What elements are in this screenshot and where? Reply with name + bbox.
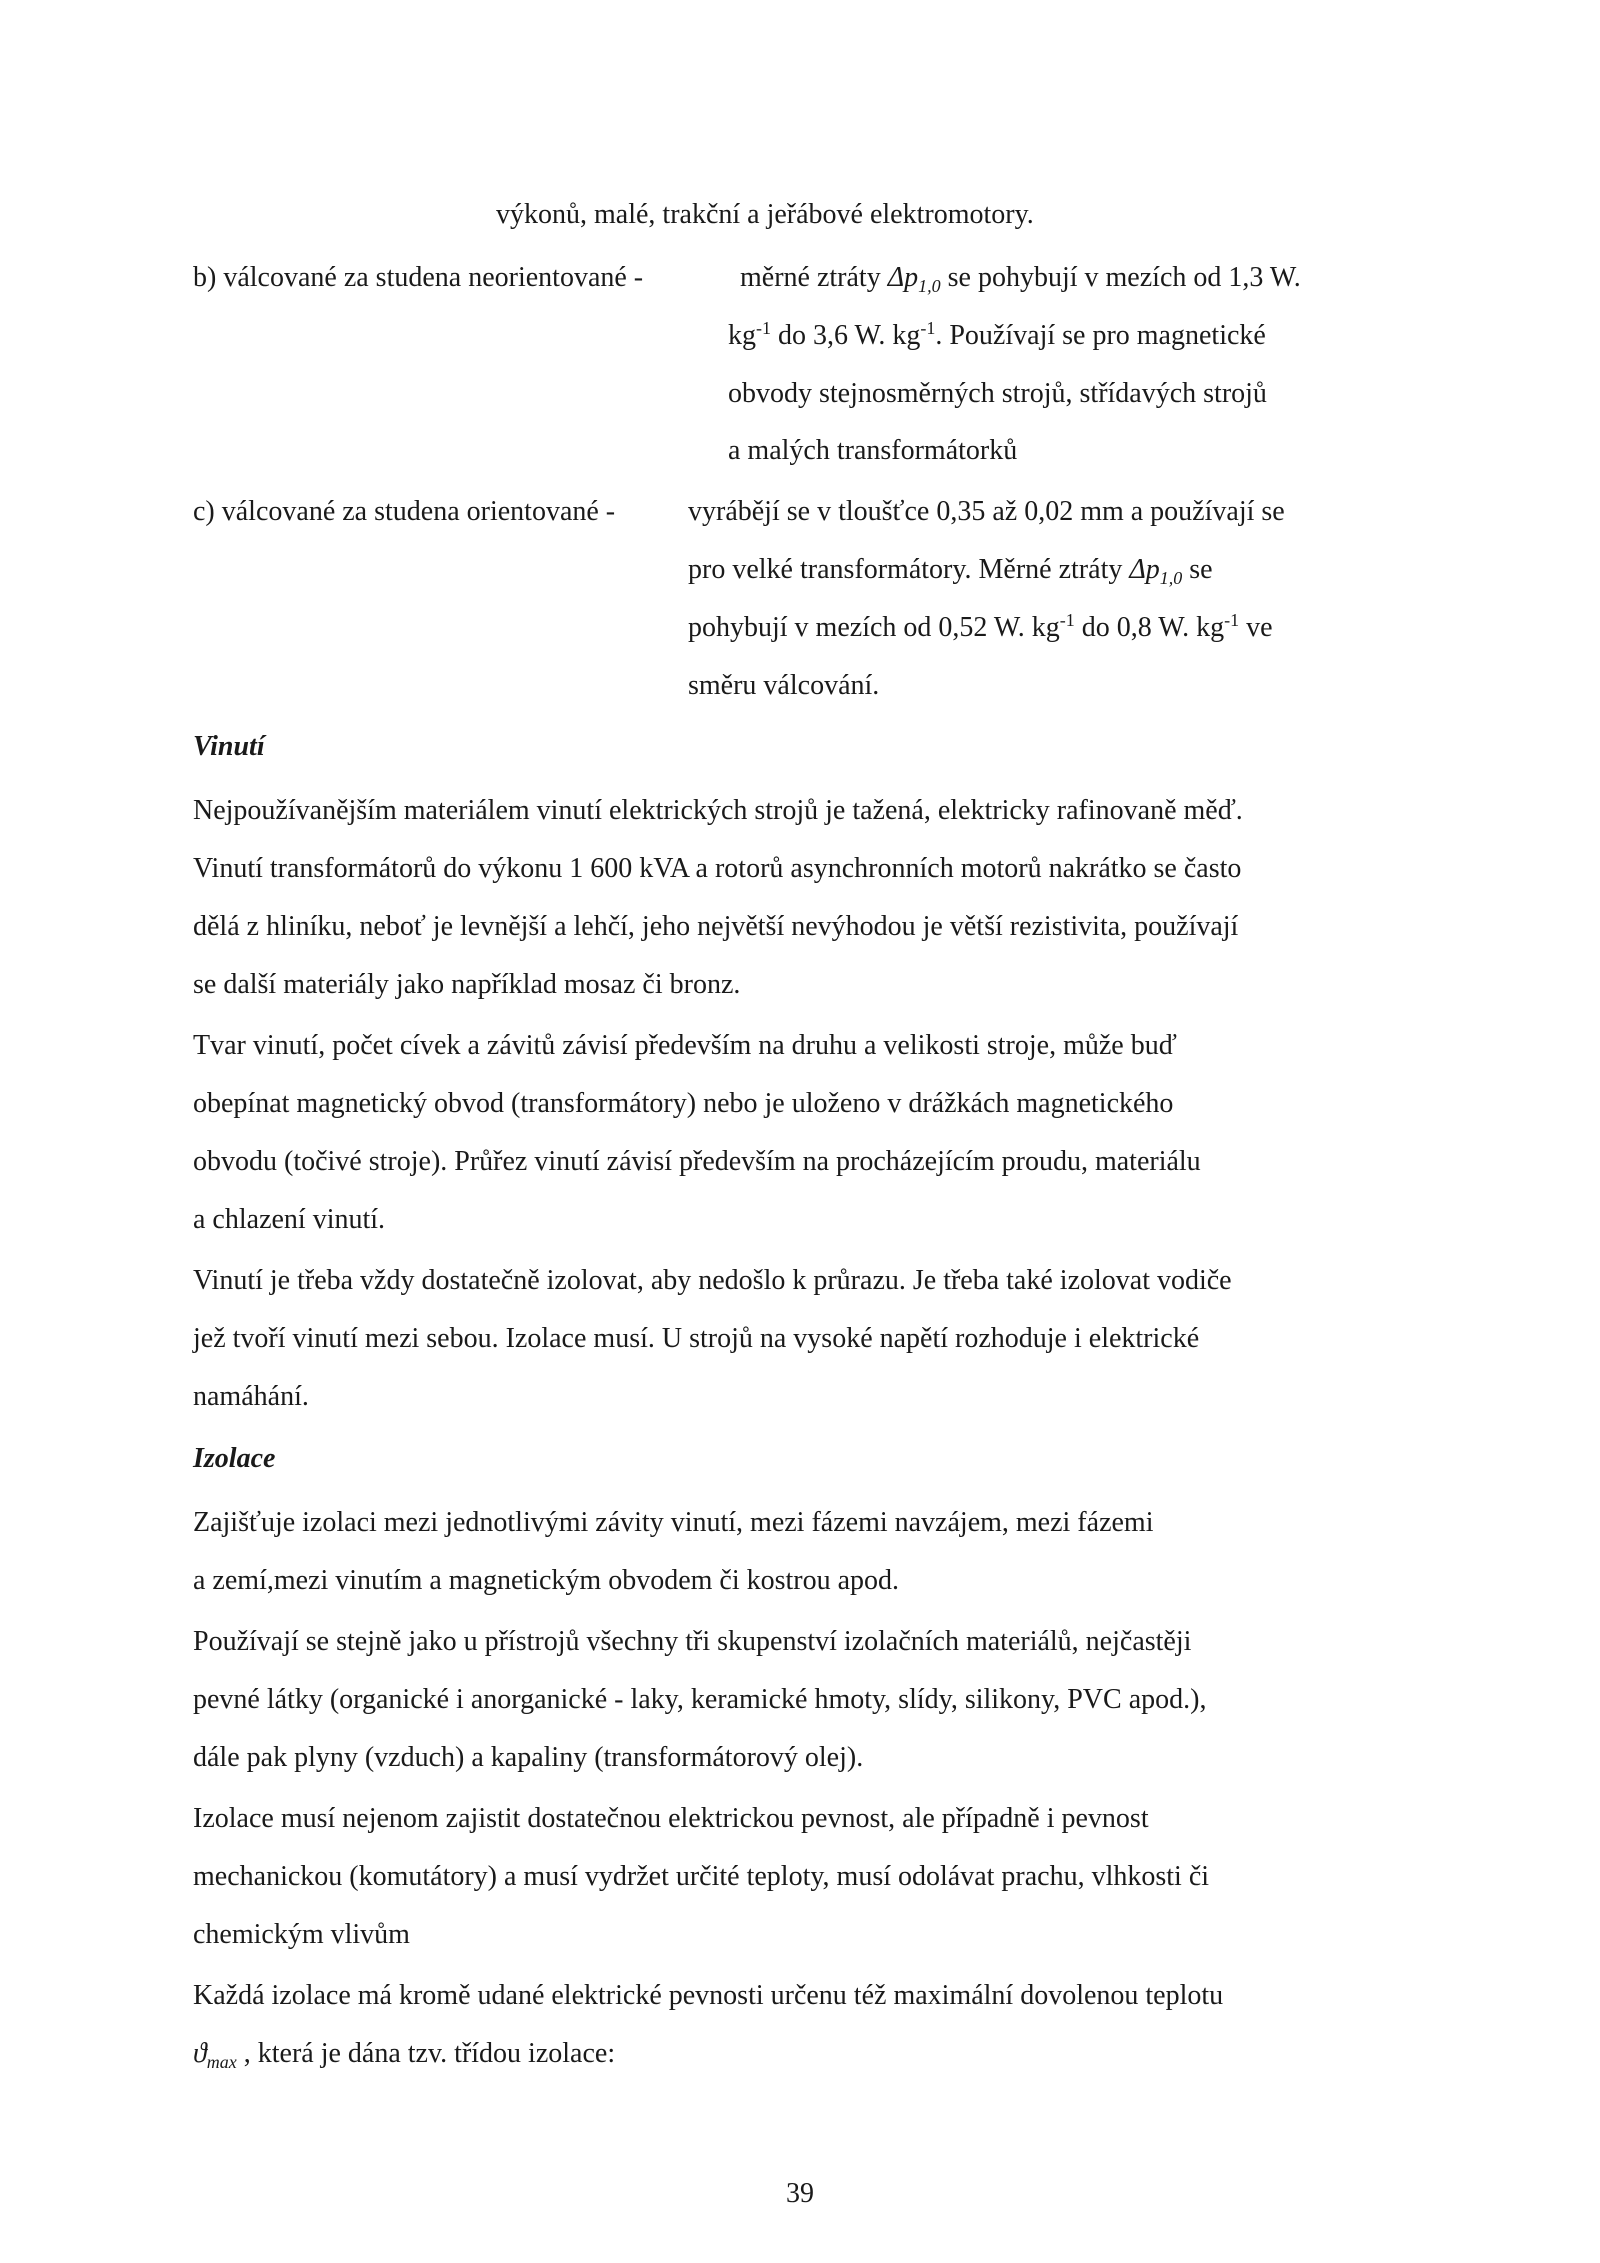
paragraph-line: Používají se stejně jako u přístrojů všechny tři skupenství izolačních materiálů, nejčastěji [193,1626,1192,1657]
theta-max-symbol: $ϑ_{max}$ [193,2038,237,2072]
item-b-line-3: obvody stejnosměrných strojů, střídavých strojů [728,378,1267,409]
loss-symbol: $\Delta p_{1,0}$ [887,262,941,296]
item-c-line-4: směru válcování. [688,670,880,701]
paragraph-line: a chlazení vinutí. [193,1204,386,1235]
item-c-line-2: pro velké transformátory. Měrné ztráty $\Delta p_{1,0}$ se [688,554,1213,588]
paragraph-line: pevné látky (organické i anorganické - laky, keramické hmoty, slídy, silikony, PVC apod.), [193,1684,1207,1715]
item-c-label: c) válcované za studena orientované - [193,496,616,527]
paragraph-line: mechanickou (komutátory) a musí vydržet určité teploty, musí odolávat prachu, vlhkosti či [193,1861,1210,1892]
paragraph-line: dále pak plyny (vzduch) a kapaliny (transformátorový olej). [193,1742,864,1773]
paragraph-line: Nejpoužívanějším materiálem vinutí elektrických strojů je tažená, elektricky rafinovaně měď. [193,795,1243,826]
continuation-line: výkonů, malé, trakční a jeřábové elektromotory. [496,199,1034,230]
paragraph-line: $ϑ_{max}$ , která je dána tzv. třídou izolace: [193,2038,616,2072]
paragraph-line: chemickým vlivům [193,1919,410,1950]
section-heading-izolace: Izolace [193,1443,276,1474]
paragraph-line: Izolace musí nejenom zajistit dostatečnou elektrickou pevnost, ale případně i pevnost [193,1803,1149,1834]
paragraph-line: dělá z hliníku, neboť je levnější a lehčí, jeho největší nevýhodou je větší rezistivita, používají [193,911,1239,942]
paragraph-line: jež tvoří vinutí mezi sebou. Izolace musí. U strojů na vysoké napětí rozhoduje i elektrické [193,1323,1200,1354]
paragraph-line: obvodu (točivé stroje). Průřez vinutí závisí především na procházejícím proudu, materiálu [193,1146,1201,1177]
paragraph-line: a zemí,mezi vinutím a magnetickým obvodem či kostrou apod. [193,1565,900,1596]
loss-symbol: $\Delta p_{1,0}$ [1129,554,1183,588]
paragraph-line: obepínat magnetický obvod (transformátory) nebo je uloženo v drážkách magnetického [193,1088,1174,1119]
item-b-line-4: a malých transformátorků [728,435,1018,466]
item-b-label: b) válcované za studena neorientované - [193,262,644,293]
paragraph-line: Zajišťuje izolaci mezi jednotlivými závity vinutí, mezi fázemi navzájem, mezi fázemi [193,1507,1154,1538]
paragraph-line: Tvar vinutí, počet cívek a závitů závisí především na druhu a velikosti stroje, může buď [193,1030,1177,1061]
paragraph-line: namáhání. [193,1381,309,1412]
item-b-line-2: $kg^{-1}$ do 3,6 W. $kg^{-1}$. Používají se pro magnetické [728,318,1266,351]
section-heading-vinuti: Vinutí [193,731,265,762]
paragraph-line: Vinutí je třeba vždy dostatečně izolovat, aby nedošlo k průrazu. Je třeba také izolovat vodiče [193,1265,1232,1296]
paragraph-line: Každá izolace má kromě udané elektrické pevnosti určenu též maximální dovolenou teplotu [193,1980,1224,2011]
paragraph-line: Vinutí transformátorů do výkonu 1 600 kVA a rotorů asynchronních motorů nakrátko se často [193,853,1242,884]
page-number: 39 [786,2178,814,2209]
paragraph-line: se další materiály jako například mosaz či bronz. [193,969,741,1000]
item-c-line-1: vyrábějí se v tloušťce 0,35 až 0,02 mm a používají se [688,496,1285,527]
item-c-line-3: pohybují v mezích od 0,52 W. $kg^{-1}$ do 0,8 W. $kg^{-1}$ ve [688,610,1273,643]
item-b-line-1: měrné ztráty $\Delta p_{1,0}$ se pohybují v mezích od 1,3 W. [740,262,1301,296]
